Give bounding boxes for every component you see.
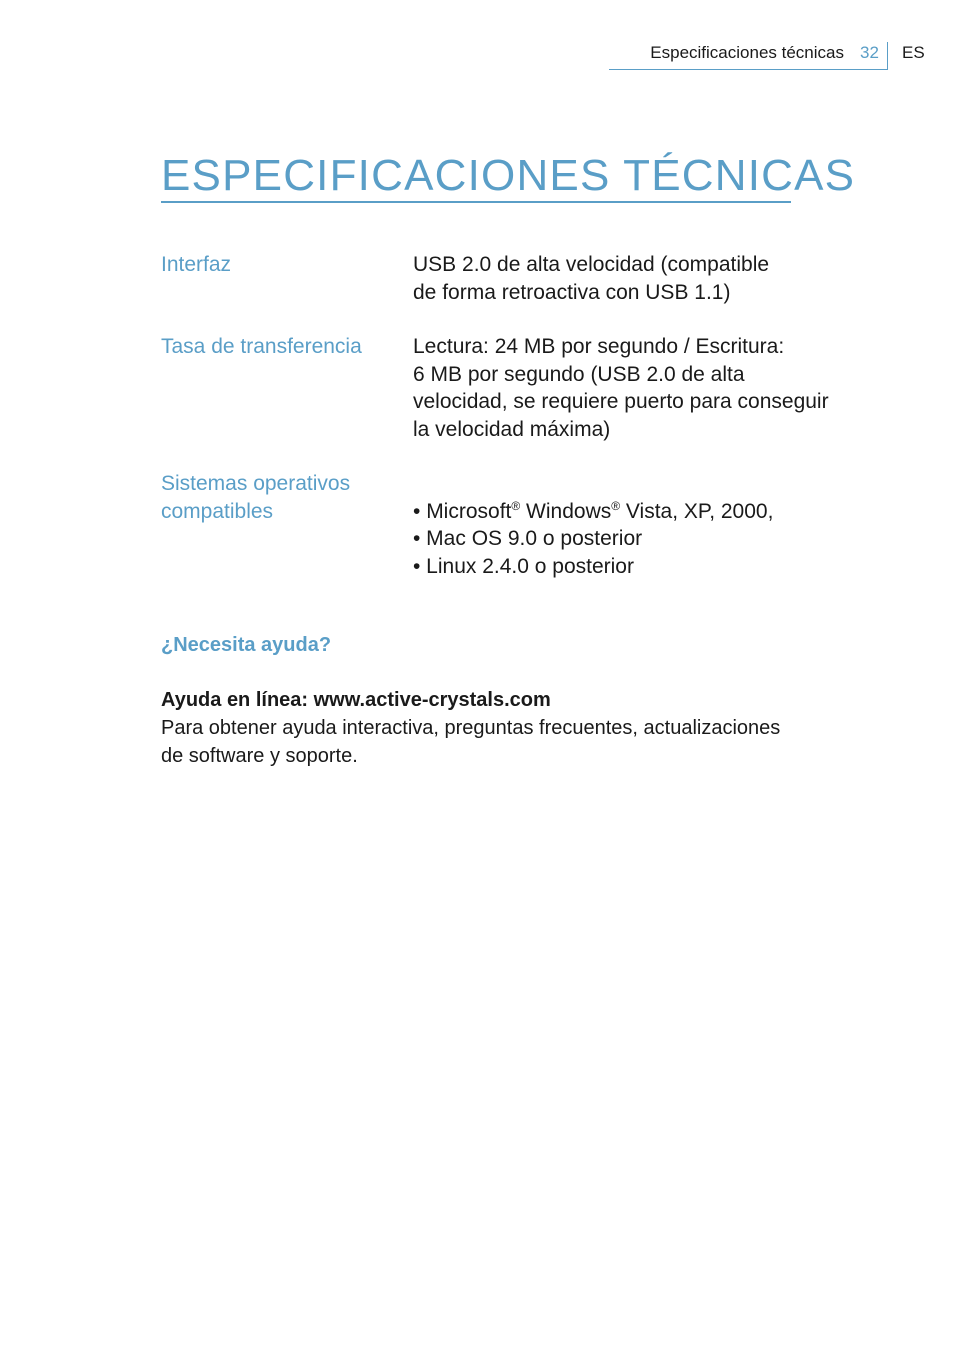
registered-mark: ® <box>611 498 621 513</box>
os-item-linux: • Linux 2.4.0 o posterior <box>413 554 634 578</box>
spec-value-line: 6 MB por segundo (USB 2.0 de alta <box>413 362 745 386</box>
language-code: ES <box>902 43 925 62</box>
registered-mark: ® <box>511 498 521 513</box>
os-list <box>413 498 883 581</box>
help-online-link: Ayuda en línea: www.active-crystals.com <box>161 689 551 711</box>
help-heading: ¿Necesita ayuda? <box>161 634 332 656</box>
header-separator <box>887 42 888 70</box>
spec-label-os <box>161 470 401 525</box>
spec-value-line: velocidad, se requiere puerto para conseguir <box>413 390 829 413</box>
help-text-line: Para obtener ayuda interactiva, preguntas frecuentes, actualizaciones <box>161 717 781 739</box>
spec-value-line: de forma retroactiva con USB 1.1) <box>413 280 731 304</box>
spec-label-line: Sistemas operativos <box>161 472 351 495</box>
spec-value-line: USB 2.0 de alta velocidad (compatible <box>413 253 770 276</box>
spec-label-interface: Interfaz <box>161 253 232 276</box>
os-item-windows: • Microsoft® Windows® Vista, XP, 2000, <box>413 498 774 523</box>
header-rule <box>609 69 887 70</box>
spec-value-transfer-rate <box>413 333 883 443</box>
spec-value-line: Lectura: 24 MB por segundo / Escritura: <box>413 335 785 358</box>
spec-value-interface <box>413 251 883 306</box>
title-underline <box>161 201 791 203</box>
page-number: 32 <box>860 43 879 62</box>
help-text-line: de software y soporte. <box>161 744 358 767</box>
page-title: ESPECIFICACIONES TÉCNICAS <box>161 151 856 200</box>
spec-value-line: la velocidad máxima) <box>413 417 611 441</box>
header-section-title: Especificaciones técnicas <box>650 43 844 62</box>
help-description <box>161 715 861 770</box>
page-header <box>0 42 954 72</box>
spec-label-line: compatibles <box>161 499 274 523</box>
spec-label-transfer-rate: Tasa de transferencia <box>161 335 362 358</box>
os-item-mac: • Mac OS 9.0 o posterior <box>413 527 643 550</box>
